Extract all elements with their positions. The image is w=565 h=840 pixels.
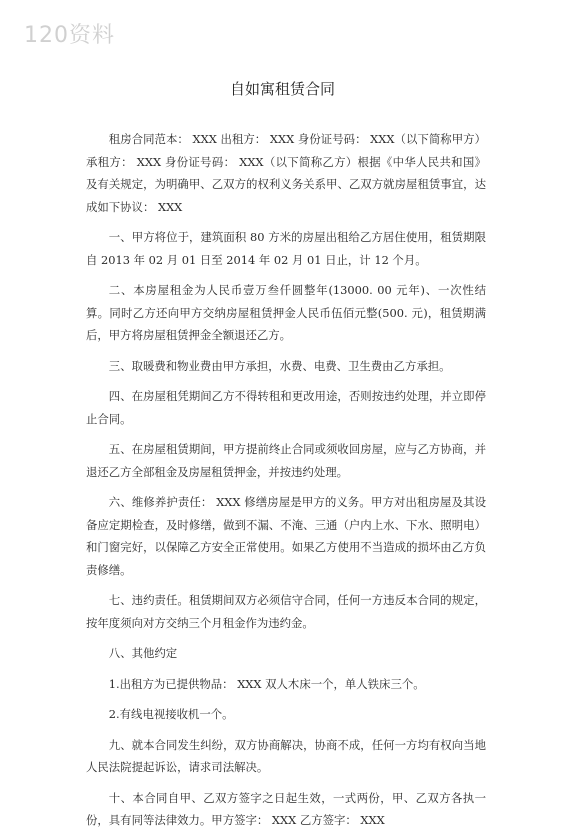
paragraph-clause-6: 六、维修养护责任： XXX 修缮房屋是甲方的义务。甲方对出租房屋及其设备应定期检查，及时修缮，做到不漏、不淹、三通（户内上水、下水、照明电）和门窗完好，以保障乙方安全正常使用。如果乙方使用不当造成的损坏由乙方负责修缮。: [86, 495, 486, 577]
paragraph-clause-3: 三、取暖费和物业费由甲方承担，水费、电费、卫生费由乙方承担。: [108, 358, 451, 373]
paragraph-item-1: 1.出租方为已提供物品： XXX 双人木床一个，单人铁床三个。: [108, 676, 425, 691]
watermark: 120资料: [24, 23, 115, 48]
contract-body: [86, 128, 486, 840]
paragraph-clause-10: 十、本合同自甲、乙双方签字之日起生效，一式两份，甲、乙双方各执一份，具有同等法律效力。甲方签字： XXX 乙方签字： XXX: [86, 790, 486, 827]
paragraph-clause-9: 九、就本合同发生纠纷，双方协商解决，协商不成，任何一方均有权向当地人民法院提起诉讼，请求司法解决。: [86, 737, 486, 774]
paragraph-clause-2: 二、本房屋租金为人民币壹万叁仟圆整年(13000. 00 元年)、一次性结算。同时乙方还向甲方交纳房屋租赁押金人民币伍佰元整(500. 元)，租赁期满后，甲方将房屋租赁押金全额退还乙方。: [86, 283, 486, 342]
paragraph-clause-7: 七、违约责任。租赁期间双方必须信守合同，任何一方违反本合同的规定，按年度须向对方交纳三个月租金作为违约金。: [86, 593, 486, 630]
paragraph-clause-8: 八、其他约定: [108, 646, 178, 660]
paragraph-intro: 租房合同范本： XXX 出租方： XXX 身份证号码： XXX（以下简称甲方）承租方： XXX 身份证号码： XXX（以下简称乙方）根据《中华人民共和国》及有关规定，为明确甲、乙双方的权利义务关系甲、乙双方就房屋租赁事宜，达成如下协议： XXX: [86, 132, 486, 214]
paragraph-clause-1: 一、甲方将位于，建筑面积 80 方米的房屋出租给乙方居住使用，租赁期限自 2013 年 02 月 01 日至 2014 年 02 月 01 日止，计 12 个月。: [86, 230, 486, 267]
paragraph-clause-4: 四、在房屋租凭期间乙方不得转租和更改用途，否则按违约处理，并立即停止合同。: [86, 389, 486, 426]
paragraph-clause-5: 五、在房屋租赁期间，甲方提前终止合同或须收回房屋，应与乙方协商，并退还乙方全部租金及房屋租赁押金，并按违约处理。: [86, 442, 486, 479]
paragraph-item-2: 2.有线电视接收机一个。: [108, 707, 234, 721]
document-title: 自如寓租赁合同: [229, 80, 335, 98]
